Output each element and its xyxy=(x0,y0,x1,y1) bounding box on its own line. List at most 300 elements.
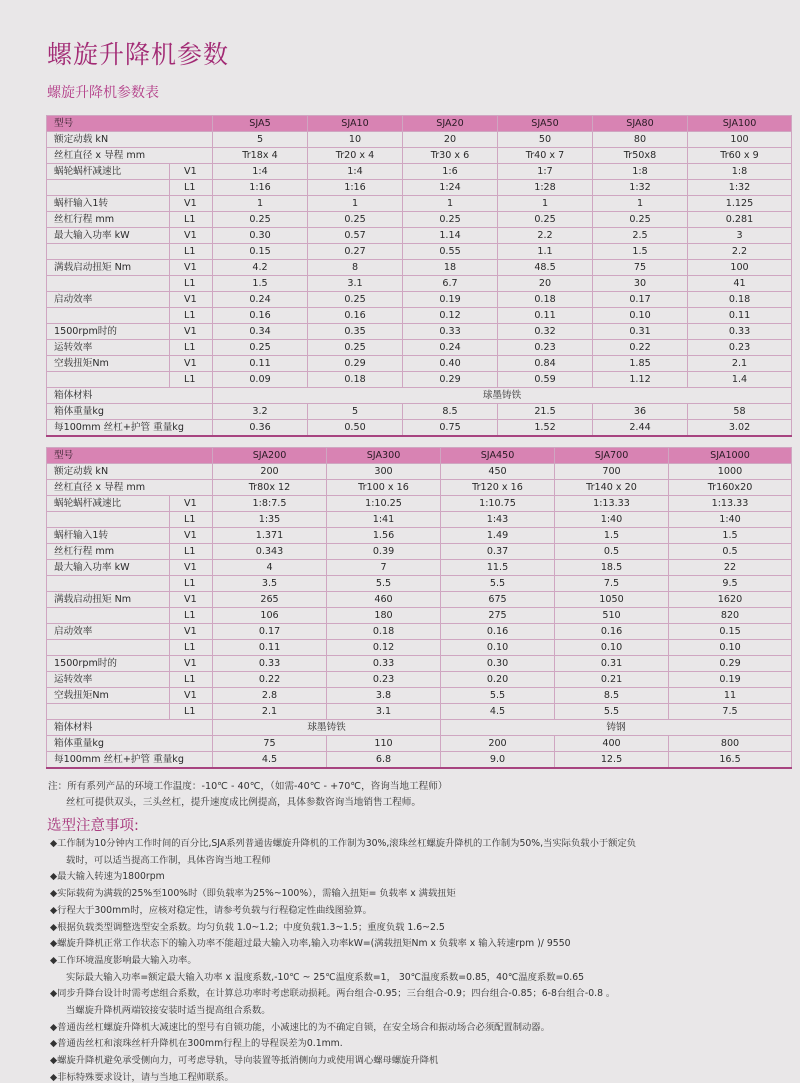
row-label: 蜗杆输入1转 xyxy=(47,196,170,212)
value-cell: 0.50 xyxy=(308,420,403,437)
value-cell: 0.12 xyxy=(327,640,441,656)
table-row xyxy=(47,448,792,464)
value-cell: 1:13.33 xyxy=(669,496,792,512)
model-header: SJA450 xyxy=(441,448,555,464)
material-value: 球墨铸铁 xyxy=(213,388,792,404)
row-label: 运转效率 xyxy=(47,340,170,356)
value-cell: 8.5 xyxy=(403,404,498,420)
row-label: 空载扭矩Nm xyxy=(47,688,170,704)
value-cell: 0.18 xyxy=(308,372,403,388)
row-sublabel: V1 xyxy=(170,656,213,672)
note-line-2: 丝杠可提供双头，三头丝杠，提升速度成比例提高，具体参数咨询当地销售工程师。 xyxy=(66,797,421,808)
row-sublabel: L1 xyxy=(170,212,213,228)
row-label: 启动效率 xyxy=(47,292,170,308)
row-sublabel: V1 xyxy=(170,528,213,544)
value-cell: 3.2 xyxy=(213,404,308,420)
value-cell: 12.5 xyxy=(555,752,669,769)
row-label: 1500rpm时的 xyxy=(47,656,170,672)
header-label: 型号 xyxy=(47,116,213,132)
value-cell: 0.10 xyxy=(669,640,792,656)
model-header: SJA50 xyxy=(498,116,593,132)
value-cell: 0.57 xyxy=(308,228,403,244)
table-row xyxy=(47,292,792,308)
value-cell: 7 xyxy=(327,560,441,576)
value-cell: 58 xyxy=(688,404,792,420)
value-cell: 4.5 xyxy=(213,752,327,769)
row-sublabel: L1 xyxy=(170,276,213,292)
value-cell: 0.22 xyxy=(593,340,688,356)
value-cell: 5.5 xyxy=(441,688,555,704)
diamond-bullet-icon: ◆ xyxy=(50,838,58,849)
value-cell: 48.5 xyxy=(498,260,593,276)
table-row xyxy=(47,308,792,324)
value-cell: 100 xyxy=(688,132,792,148)
value-cell: 200 xyxy=(441,736,555,752)
row-label: 额定动载 kN xyxy=(47,132,213,148)
value-cell: 0.5 xyxy=(555,544,669,560)
value-cell: 1:24 xyxy=(403,180,498,196)
value-cell: 0.33 xyxy=(213,656,327,672)
value-cell: 1:40 xyxy=(669,512,792,528)
table-row xyxy=(47,244,792,260)
value-cell: 5 xyxy=(213,132,308,148)
selection-text: 同步升降台设计时需考虑组合系数，在计算总功率时考虑联动损耗。两台组合-0.95；三台组合-0.9；四台组合-0.85；6-8台组合-0.8 。 xyxy=(57,988,616,1000)
table-row xyxy=(47,672,792,688)
value-cell: 9.5 xyxy=(669,576,792,592)
value-cell: 2.44 xyxy=(593,420,688,437)
row-label: 丝杠行程 mm xyxy=(47,544,170,560)
material-value: 球墨铸铁 xyxy=(213,720,441,736)
table-row xyxy=(47,736,792,752)
value-cell: 1.14 xyxy=(403,228,498,244)
selection-text: 工作环境温度影响最大输入功率。 xyxy=(57,954,197,966)
table-row xyxy=(47,148,792,164)
row-label: 启动效率 xyxy=(47,624,170,640)
diamond-bullet-icon: ◆ xyxy=(50,938,58,950)
value-cell: 0.25 xyxy=(308,292,403,308)
value-cell: 0.18 xyxy=(498,292,593,308)
value-cell: 0.33 xyxy=(327,656,441,672)
value-cell: 0.31 xyxy=(593,324,688,340)
row-label xyxy=(47,244,170,260)
table-row xyxy=(47,228,792,244)
row-label: 最大输入功率 kW xyxy=(47,228,170,244)
value-cell: Tr160x20 xyxy=(669,480,792,496)
selection-item xyxy=(50,985,615,999)
value-cell: 0.09 xyxy=(213,372,308,388)
value-cell: 0.25 xyxy=(213,340,308,356)
row-label xyxy=(47,608,170,624)
value-cell: 1:8:7.5 xyxy=(213,496,327,512)
value-cell: Tr100 x 16 xyxy=(327,480,441,496)
value-cell: 1620 xyxy=(669,592,792,608)
row-sublabel: L1 xyxy=(170,512,213,528)
value-cell: 0.10 xyxy=(441,640,555,656)
value-cell: 1:32 xyxy=(593,180,688,196)
row-sublabel: V1 xyxy=(170,292,213,308)
row-label xyxy=(47,180,170,196)
value-cell: 5.5 xyxy=(555,704,669,720)
table-row xyxy=(47,560,792,576)
value-cell: 1000 xyxy=(669,464,792,480)
value-cell: 41 xyxy=(688,276,792,292)
value-cell: 2.5 xyxy=(593,228,688,244)
value-cell: 0.15 xyxy=(213,244,308,260)
selection-text: 根据负载类型调整选型安全系数。均匀负载 1.0~1.2；中度负载1.3~1.5；重度负载 1.6~2.5 xyxy=(57,921,445,933)
value-cell: 20 xyxy=(498,276,593,292)
value-cell: 0.343 xyxy=(213,544,327,560)
model-header: SJA80 xyxy=(593,116,688,132)
selection-item xyxy=(50,952,197,966)
table-row xyxy=(47,372,792,388)
value-cell: 0.17 xyxy=(593,292,688,308)
selection-item xyxy=(66,1002,271,1016)
table-row xyxy=(47,180,792,196)
selection-heading: 选型注意事项: xyxy=(47,818,139,834)
material-value: 铸钢 xyxy=(441,720,792,736)
row-sublabel: L1 xyxy=(170,640,213,656)
table-row xyxy=(47,404,792,420)
value-cell: 1:35 xyxy=(213,512,327,528)
model-header: SJA100 xyxy=(688,116,792,132)
value-cell: 0.37 xyxy=(441,544,555,560)
value-cell: 18 xyxy=(403,260,498,276)
selection-text: 实际最大输入功率=额定最大输入功率 x 温度系数,-10℃ ~ 25℃温度系数=1， 30℃温度系数=0.85，40℃温度系数=0.65 xyxy=(66,971,585,983)
row-sublabel: V1 xyxy=(170,624,213,640)
value-cell: 1.49 xyxy=(441,528,555,544)
value-cell: 11.5 xyxy=(441,560,555,576)
model-header: SJA300 xyxy=(327,448,441,464)
value-cell: 800 xyxy=(669,736,792,752)
selection-text: 普通齿丝杠和滚珠丝杆升降机在300mm行程上的导程误差为0.1mm. xyxy=(57,1038,343,1050)
value-cell: 460 xyxy=(327,592,441,608)
value-cell: 1 xyxy=(213,196,308,212)
value-cell: 1:16 xyxy=(308,180,403,196)
value-cell: 1:8 xyxy=(688,164,792,180)
table-row xyxy=(47,656,792,672)
value-cell: 1050 xyxy=(555,592,669,608)
value-cell: 0.24 xyxy=(213,292,308,308)
value-cell: 1 xyxy=(403,196,498,212)
table-row xyxy=(47,720,792,736)
value-cell: 1:4 xyxy=(213,164,308,180)
table-row xyxy=(47,608,792,624)
value-cell: 0.23 xyxy=(688,340,792,356)
value-cell: 1:32 xyxy=(688,180,792,196)
value-cell: 1 xyxy=(498,196,593,212)
table-row xyxy=(47,356,792,372)
value-cell: 0.34 xyxy=(213,324,308,340)
value-cell: 0.15 xyxy=(669,624,792,640)
value-cell: 3.1 xyxy=(308,276,403,292)
value-cell: 1:6 xyxy=(403,164,498,180)
diamond-bullet-icon: ◆ xyxy=(50,1038,58,1050)
value-cell: 20 xyxy=(403,132,498,148)
selection-item xyxy=(66,969,584,983)
value-cell: 0.10 xyxy=(593,308,688,324)
selection-text: 螺旋升降机正常工作状态下的输入功率不能超过最大输入功率,输入功率kW=(满载扭矩Nm x 负载率 x 输入转速rpm )/ 9550 xyxy=(57,938,571,950)
diamond-bullet-icon: ◆ xyxy=(50,1071,58,1083)
value-cell: 0.30 xyxy=(441,656,555,672)
value-cell: 16.5 xyxy=(669,752,792,769)
row-label: 箱体重量kg xyxy=(47,736,213,752)
table-row xyxy=(47,704,792,720)
table-row xyxy=(47,592,792,608)
value-cell: 6.7 xyxy=(403,276,498,292)
selection-text: 普通齿丝杠螺旋升降机大减速比的型号有自锁功能，小减速比的为不确定自锁，在安全场合和振动场合必须配置制动器。 xyxy=(57,1021,550,1033)
value-cell: 0.11 xyxy=(213,356,308,372)
value-cell: 50 xyxy=(498,132,593,148)
value-cell: 265 xyxy=(213,592,327,608)
row-label: 空载扭矩Nm xyxy=(47,356,170,372)
value-cell: 0.22 xyxy=(213,672,327,688)
value-cell: 9.0 xyxy=(441,752,555,769)
row-sublabel: V1 xyxy=(170,688,213,704)
value-cell: 0.24 xyxy=(403,340,498,356)
row-label: 运转效率 xyxy=(47,672,170,688)
header-label: 型号 xyxy=(47,448,213,464)
row-label xyxy=(47,512,170,528)
diamond-bullet-icon: ◆ xyxy=(50,888,58,900)
selection-text: 载时，可以适当提高工作制，具体咨询当地工程师 xyxy=(66,854,271,866)
value-cell: 8 xyxy=(308,260,403,276)
value-cell: 5.5 xyxy=(441,576,555,592)
diamond-bullet-icon: ◆ xyxy=(50,988,58,1000)
diamond-bullet-icon: ◆ xyxy=(50,1055,58,1067)
selection-text: 工作制为10分钟内工作时间的百分比,SJA系列普通齿螺旋升降机的工作制为30%,滚珠丝杠螺旋升降机的工作制为50%,当实际负载小于额定负 xyxy=(57,838,637,849)
value-cell: 0.36 xyxy=(213,420,308,437)
value-cell: 0.21 xyxy=(555,672,669,688)
value-cell: 1:10.25 xyxy=(327,496,441,512)
value-cell: 1.4 xyxy=(688,372,792,388)
value-cell: 0.30 xyxy=(213,228,308,244)
selection-text: 实际载荷为满载的25%至100%时（即负载率为25%~100%），需输入扭矩= 负载率 x 满载扭矩 xyxy=(57,888,456,900)
value-cell: 106 xyxy=(213,608,327,624)
model-header: SJA700 xyxy=(555,448,669,464)
page-title: 螺旋升降机参数 xyxy=(47,40,230,69)
value-cell: 2.1 xyxy=(688,356,792,372)
row-sublabel: L1 xyxy=(170,704,213,720)
value-cell: Tr120 x 16 xyxy=(441,480,555,496)
value-cell: Tr60 x 9 xyxy=(688,148,792,164)
row-label: 每100mm 丝杠+护管 重量kg xyxy=(47,420,213,437)
value-cell: 11 xyxy=(669,688,792,704)
selection-item xyxy=(50,868,165,882)
value-cell: 75 xyxy=(593,260,688,276)
value-cell: 0.17 xyxy=(213,624,327,640)
value-cell: 0.33 xyxy=(403,324,498,340)
value-cell: 3.8 xyxy=(327,688,441,704)
selection-item xyxy=(50,919,445,933)
value-cell: 21.5 xyxy=(498,404,593,420)
value-cell: 1:28 xyxy=(498,180,593,196)
row-label xyxy=(47,576,170,592)
value-cell: 110 xyxy=(327,736,441,752)
diamond-bullet-icon: ◆ xyxy=(50,1021,58,1033)
value-cell: Tr140 x 20 xyxy=(555,480,669,496)
row-sublabel: V1 xyxy=(170,164,213,180)
row-label xyxy=(47,308,170,324)
value-cell: Tr80x 12 xyxy=(213,480,327,496)
table-row xyxy=(47,576,792,592)
value-cell: 0.18 xyxy=(688,292,792,308)
value-cell: 7.5 xyxy=(669,704,792,720)
table-subtitle: 螺旋升降机参数表 xyxy=(47,85,159,101)
row-sublabel: V1 xyxy=(170,324,213,340)
value-cell: 0.39 xyxy=(327,544,441,560)
row-label: 蜗轮蜗杆减速比 xyxy=(47,496,170,512)
value-cell: 1:43 xyxy=(441,512,555,528)
value-cell: 200 xyxy=(213,464,327,480)
value-cell: 8.5 xyxy=(555,688,669,704)
table-row xyxy=(47,688,792,704)
value-cell: 4.2 xyxy=(213,260,308,276)
value-cell: 1.5 xyxy=(593,244,688,260)
value-cell: 1.52 xyxy=(498,420,593,437)
value-cell: 0.25 xyxy=(593,212,688,228)
row-label: 箱体材料 xyxy=(47,388,213,404)
value-cell: 0.27 xyxy=(308,244,403,260)
table-row xyxy=(47,496,792,512)
value-cell: 0.25 xyxy=(403,212,498,228)
value-cell: 700 xyxy=(555,464,669,480)
table-row xyxy=(47,528,792,544)
value-cell: 1.5 xyxy=(669,528,792,544)
row-label: 丝杠直径 x 导程 mm xyxy=(47,148,213,164)
value-cell: 36 xyxy=(593,404,688,420)
value-cell: 4.5 xyxy=(441,704,555,720)
value-cell: 1:40 xyxy=(555,512,669,528)
selection-text: 非标特殊要求设计，请与当地工程师联系。 xyxy=(57,1071,234,1083)
row-label: 丝杠直径 x 导程 mm xyxy=(47,480,213,496)
value-cell: 1:7 xyxy=(498,164,593,180)
value-cell: 4 xyxy=(213,560,327,576)
value-cell: 22 xyxy=(669,560,792,576)
row-sublabel: L1 xyxy=(170,608,213,624)
selection-item xyxy=(50,1019,550,1033)
value-cell: 1:13.33 xyxy=(555,496,669,512)
row-label: 1500rpm时的 xyxy=(47,324,170,340)
value-cell: 0.16 xyxy=(441,624,555,640)
value-cell: 0.35 xyxy=(308,324,403,340)
value-cell: 180 xyxy=(327,608,441,624)
selection-item xyxy=(66,852,271,866)
value-cell: Tr50x8 xyxy=(593,148,688,164)
value-cell: 2.8 xyxy=(213,688,327,704)
value-cell: 1.12 xyxy=(593,372,688,388)
value-cell: 3 xyxy=(688,228,792,244)
row-label: 满载启动扭矩 Nm xyxy=(47,592,170,608)
table-row xyxy=(47,164,792,180)
value-cell: 10 xyxy=(308,132,403,148)
value-cell: 0.5 xyxy=(669,544,792,560)
selection-text: 行程大于300mm时，应核对稳定性，请参考负载与行程稳定性曲线图验算。 xyxy=(57,904,372,916)
value-cell: 0.11 xyxy=(688,308,792,324)
value-cell: 1.371 xyxy=(213,528,327,544)
value-cell: 0.16 xyxy=(308,308,403,324)
table-row xyxy=(47,196,792,212)
model-header: SJA20 xyxy=(403,116,498,132)
row-label: 箱体材料 xyxy=(47,720,213,736)
diamond-bullet-icon: ◆ xyxy=(50,904,58,916)
value-cell: 0.11 xyxy=(498,308,593,324)
value-cell: 1.5 xyxy=(555,528,669,544)
value-cell: 3.5 xyxy=(213,576,327,592)
row-sublabel: L1 xyxy=(170,340,213,356)
value-cell: 400 xyxy=(555,736,669,752)
value-cell: 18.5 xyxy=(555,560,669,576)
row-sublabel: L1 xyxy=(170,544,213,560)
row-sublabel: V1 xyxy=(170,228,213,244)
row-label: 每100mm 丝杠+护管 重量kg xyxy=(47,752,213,769)
value-cell: 3.02 xyxy=(688,420,792,437)
table-row xyxy=(47,212,792,228)
table-row xyxy=(47,512,792,528)
table-row xyxy=(47,752,792,769)
value-cell: 1:16 xyxy=(213,180,308,196)
note-line-1: 注：所有系列产品的环境工作温度：-10℃ - 40℃，（如需-40℃ - +70℃，咨询当地工程师） xyxy=(48,781,448,792)
value-cell: 0.40 xyxy=(403,356,498,372)
table-row xyxy=(47,624,792,640)
diamond-bullet-icon: ◆ xyxy=(50,954,58,966)
diamond-bullet-icon: ◆ xyxy=(50,871,58,883)
value-cell: 1 xyxy=(308,196,403,212)
params-table-1 xyxy=(46,115,792,437)
value-cell: 0.84 xyxy=(498,356,593,372)
value-cell: 2.2 xyxy=(498,228,593,244)
row-sublabel: L1 xyxy=(170,672,213,688)
row-sublabel: V1 xyxy=(170,356,213,372)
value-cell: 0.23 xyxy=(498,340,593,356)
row-label: 蜗轮蜗杆减速比 xyxy=(47,164,170,180)
model-header: SJA10 xyxy=(308,116,403,132)
value-cell: 0.18 xyxy=(327,624,441,640)
table-row xyxy=(47,276,792,292)
value-cell: 510 xyxy=(555,608,669,624)
value-cell: 2.1 xyxy=(213,704,327,720)
table-row xyxy=(47,324,792,340)
table-row xyxy=(47,480,792,496)
value-cell: 1.1 xyxy=(498,244,593,260)
value-cell: 0.29 xyxy=(308,356,403,372)
value-cell: 0.33 xyxy=(688,324,792,340)
value-cell: 3.1 xyxy=(327,704,441,720)
value-cell: 0.19 xyxy=(669,672,792,688)
selection-text: 最大输入转速为1800rpm xyxy=(57,871,165,883)
value-cell: 0.31 xyxy=(555,656,669,672)
value-cell: Tr20 x 4 xyxy=(308,148,403,164)
value-cell: 820 xyxy=(669,608,792,624)
row-label: 满载启动扭矩 Nm xyxy=(47,260,170,276)
value-cell: 5.5 xyxy=(327,576,441,592)
value-cell: 1 xyxy=(593,196,688,212)
value-cell: 0.19 xyxy=(403,292,498,308)
row-label: 蜗杆输入1转 xyxy=(47,528,170,544)
table-row xyxy=(47,544,792,560)
value-cell: 75 xyxy=(213,736,327,752)
selection-item xyxy=(50,902,372,916)
value-cell: 0.75 xyxy=(403,420,498,437)
row-sublabel: L1 xyxy=(170,308,213,324)
value-cell: 5 xyxy=(308,404,403,420)
row-sublabel: V1 xyxy=(170,260,213,276)
selection-item xyxy=(50,1069,234,1083)
value-cell: 0.29 xyxy=(669,656,792,672)
value-cell: 1:41 xyxy=(327,512,441,528)
value-cell: 0.16 xyxy=(555,624,669,640)
value-cell: 300 xyxy=(327,464,441,480)
value-cell: 30 xyxy=(593,276,688,292)
